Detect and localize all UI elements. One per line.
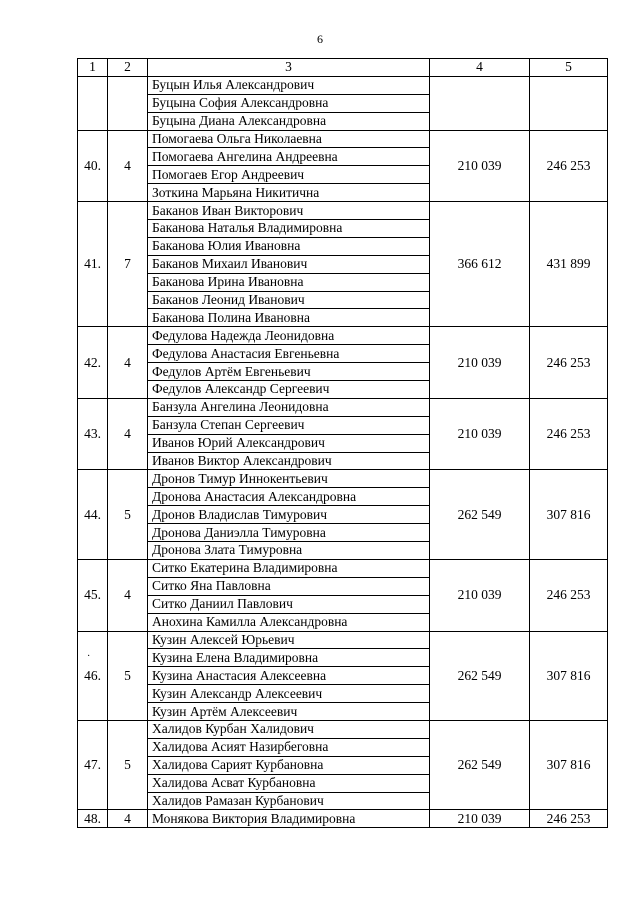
member-name: Баканова Полина Ивановна <box>148 309 430 327</box>
member-name: Баканова Юлия Ивановна <box>148 237 430 255</box>
amount-column-4 <box>430 76 530 130</box>
amount-column-5: 307 816 <box>530 720 608 809</box>
member-name: Помогаева Ольга Николаевна <box>148 130 430 148</box>
family-size <box>108 76 148 130</box>
family-size: 5 <box>108 720 148 809</box>
family-size: 5 <box>108 470 148 559</box>
row-number <box>78 76 108 130</box>
row-number: 42. <box>78 327 108 399</box>
amount-column-4: 262 549 <box>430 631 530 720</box>
member-name: Ситко Яна Павловна <box>148 577 430 595</box>
member-name: Буцына София Александровна <box>148 94 430 112</box>
member-name: Кузин Александр Алексеевич <box>148 685 430 703</box>
member-name: Федулова Анастасия Евгеньевна <box>148 345 430 363</box>
table-row <box>78 559 608 577</box>
table-row <box>78 327 608 345</box>
member-name: Федулов Артём Евгеньевич <box>148 363 430 381</box>
member-name: Баканова Наталья Владимировна <box>148 220 430 238</box>
amount-column-4: 210 039 <box>430 398 530 470</box>
row-number: 41. <box>78 202 108 327</box>
page-number: 6 <box>317 32 323 46</box>
member-name: Помогаев Егор Андреевич <box>148 166 430 184</box>
member-name: Банзула Ангелина Леонидовна <box>148 398 430 416</box>
member-name: Баканов Михаил Иванович <box>148 255 430 273</box>
member-name: Кузина Елена Владимировна <box>148 649 430 667</box>
member-name: Баканов Иван Викторович <box>148 202 430 220</box>
member-name: Помогаева Ангелина Андреевна <box>148 148 430 166</box>
column-header-5: 5 <box>530 59 608 77</box>
row-number: 43. <box>78 398 108 470</box>
amount-column-4: 210 039 <box>430 559 530 631</box>
member-name: Буцын Илья Александрович <box>148 76 430 94</box>
member-name: Федулова Надежда Леонидовна <box>148 327 430 345</box>
member-name: Халидов Курбан Халидович <box>148 720 430 738</box>
member-name: Федулов Александр Сергеевич <box>148 381 430 399</box>
member-name: Ситко Даниил Павлович <box>148 595 430 613</box>
header-row <box>78 59 608 77</box>
table-row <box>78 810 608 828</box>
row-number: 40. <box>78 130 108 202</box>
amount-column-4: 210 039 <box>430 130 530 202</box>
family-registry-table <box>77 58 608 828</box>
member-name: Халидов Рамазан Курбанович <box>148 792 430 810</box>
row-number: 45. <box>78 559 108 631</box>
amount-column-5: 246 253 <box>530 559 608 631</box>
member-name: Дронов Владислав Тимурович <box>148 506 430 524</box>
family-size: 4 <box>108 398 148 470</box>
member-name: Халидова Сарият Курбановна <box>148 756 430 774</box>
amount-column-4: 262 549 <box>430 720 530 809</box>
amount-column-4: 366 612 <box>430 202 530 327</box>
column-header-2: 2 <box>108 59 148 77</box>
amount-column-5: 246 253 <box>530 130 608 202</box>
member-name: Дронов Тимур Иннокентьевич <box>148 470 430 488</box>
member-name: Кузина Анастасия Алексеевна <box>148 667 430 685</box>
member-name: Анохина Камилла Александровна <box>148 613 430 631</box>
member-name: Иванов Виктор Александрович <box>148 452 430 470</box>
member-name: Монякова Виктория Владимировна <box>148 810 430 828</box>
table-row <box>78 130 608 148</box>
amount-column-5: 246 253 <box>530 810 608 828</box>
member-name: Иванов Юрий Александрович <box>148 434 430 452</box>
member-name: Дронова Анастасия Александровна <box>148 488 430 506</box>
table-row <box>78 76 608 94</box>
amount-column-4: 262 549 <box>430 470 530 559</box>
row-number: 44. <box>78 470 108 559</box>
member-name: Халидова Асват Курбановна <box>148 774 430 792</box>
family-size: 4 <box>108 559 148 631</box>
column-header-3: 3 <box>148 59 430 77</box>
amount-column-4: 210 039 <box>430 327 530 399</box>
row-number: 47. <box>78 720 108 809</box>
member-name: Дронова Даниэлла Тимуровна <box>148 524 430 542</box>
table-row <box>78 202 608 220</box>
family-size: 5 <box>108 631 148 720</box>
column-header-4: 4 <box>430 59 530 77</box>
amount-column-5: 307 816 <box>530 631 608 720</box>
member-name: Баканова Ирина Ивановна <box>148 273 430 291</box>
table-row <box>78 470 608 488</box>
family-size: 4 <box>108 810 148 828</box>
table-row <box>78 398 608 416</box>
amount-column-5: 307 816 <box>530 470 608 559</box>
amount-column-5: 246 253 <box>530 398 608 470</box>
family-size: 4 <box>108 327 148 399</box>
amount-column-5: 246 253 <box>530 327 608 399</box>
member-name: Баканов Леонид Иванович <box>148 291 430 309</box>
family-size: 4 <box>108 130 148 202</box>
row-number: 48. <box>78 810 108 828</box>
table-row <box>78 631 608 649</box>
member-name: Зоткина Марьяна Никитична <box>148 184 430 202</box>
member-name: Дронова Злата Тимуровна <box>148 542 430 560</box>
table-header <box>78 59 608 77</box>
member-name: Кузин Алексей Юрьевич <box>148 631 430 649</box>
member-name: Ситко Екатерина Владимировна <box>148 559 430 577</box>
table-body <box>78 76 608 827</box>
member-name: Кузин Артём Алексеевич <box>148 703 430 721</box>
amount-column-5 <box>530 76 608 130</box>
margin-mark: · <box>87 651 91 662</box>
amount-column-4: 210 039 <box>430 810 530 828</box>
member-name: Банзула Степан Сергеевич <box>148 416 430 434</box>
family-size: 7 <box>108 202 148 327</box>
member-name: Халидова Асият Назирбеговна <box>148 738 430 756</box>
member-name: Буцына Диана Александровна <box>148 112 430 130</box>
row-number: 46. <box>78 631 108 720</box>
amount-column-5: 431 899 <box>530 202 608 327</box>
table-row <box>78 720 608 738</box>
column-header-1: 1 <box>78 59 108 77</box>
